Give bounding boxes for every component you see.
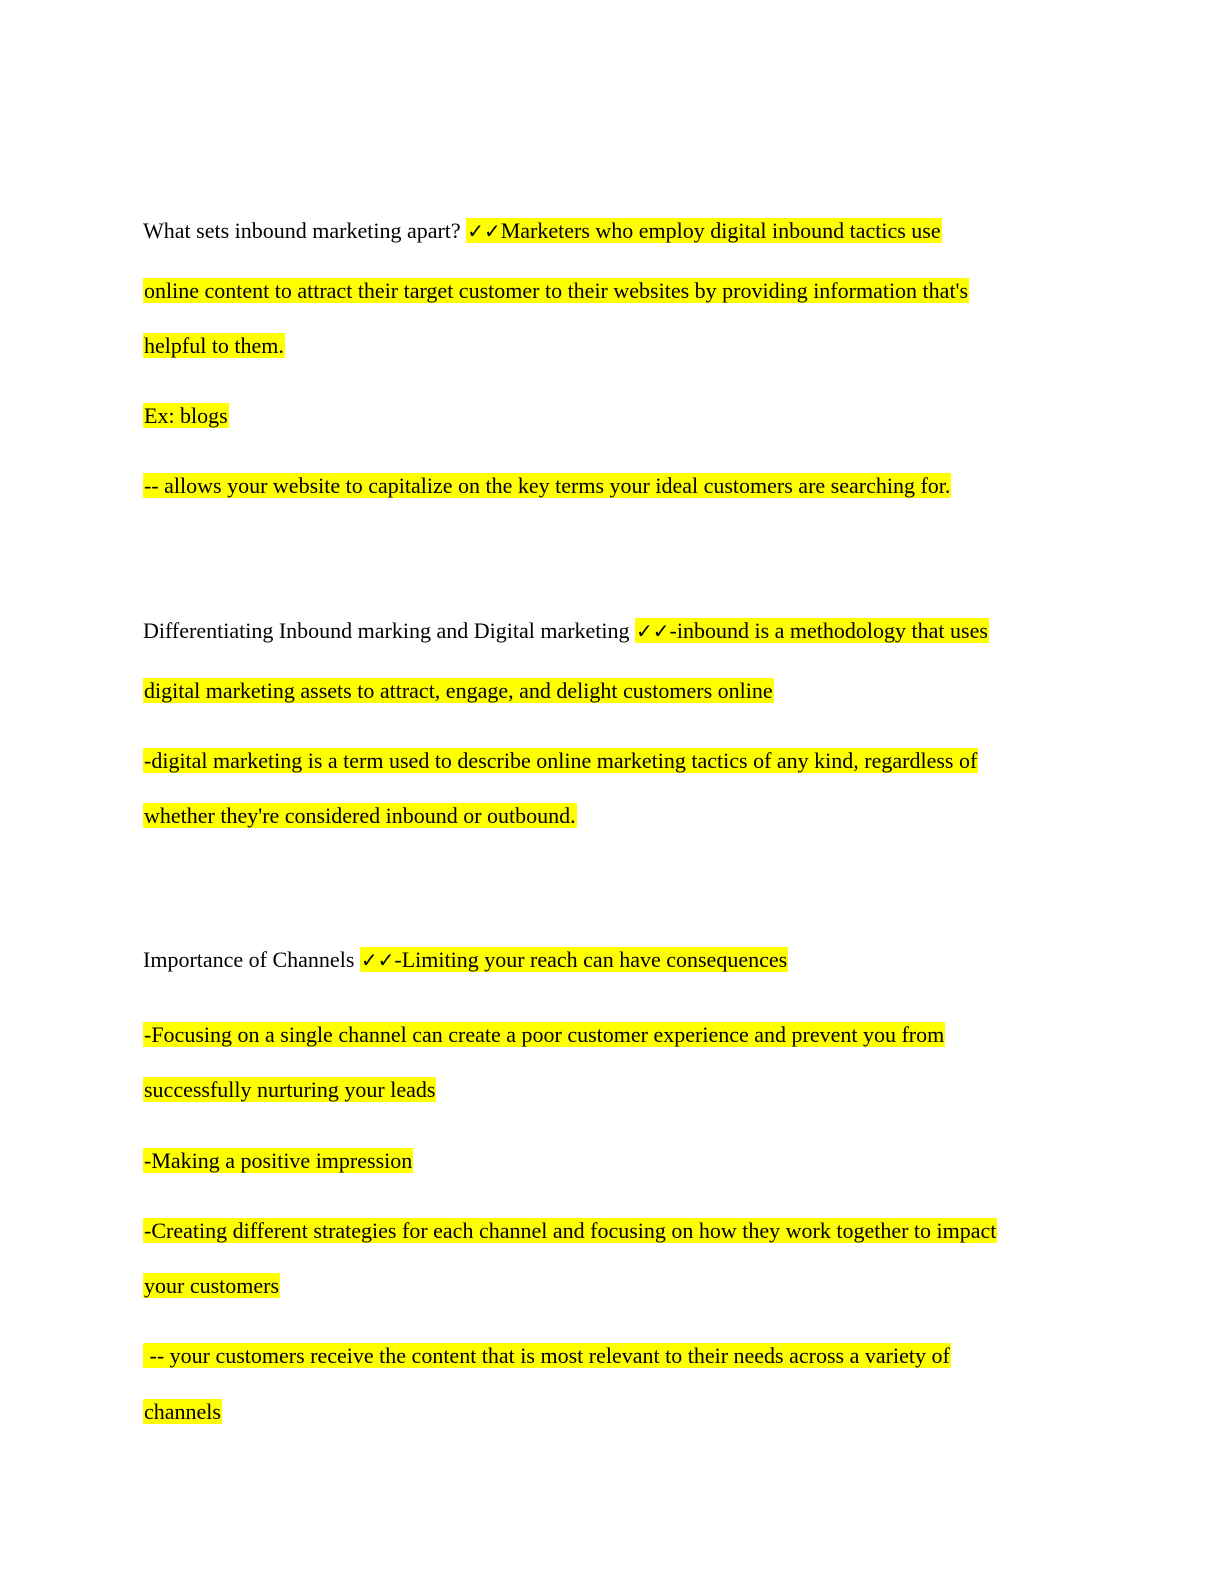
double-check-icon: ✓✓ xyxy=(636,619,670,643)
double-check-icon: ✓✓ xyxy=(360,948,395,972)
section-3-answer-line xyxy=(143,1146,413,1176)
answer-text: -digital marketing is a term used to describe online marketing tactics of any kind, regardless of xyxy=(144,748,978,773)
answer-text: -Creating different strategies for each channel and focusing on how they work together to impact xyxy=(144,1218,997,1243)
answer-text: -- your customers receive the content that is most relevant to their needs across a variety of xyxy=(144,1343,950,1368)
section-2-answer-first: -inbound is a methodology that uses xyxy=(669,618,988,643)
section-1-answer-first: Marketers who employ digital inbound tactics use xyxy=(500,218,941,243)
section-1-answer-line xyxy=(143,331,285,361)
answer-text: -- allows your website to capitalize on the key terms your ideal customers are searching for. xyxy=(144,473,951,498)
section-1-answer-line xyxy=(143,471,951,501)
section-2-answer-line xyxy=(143,676,774,706)
section-2-question: Differentiating Inbound marking and Digital marketing xyxy=(143,618,630,643)
section-1-question-line xyxy=(143,216,942,246)
section-2-answer-line xyxy=(143,801,577,831)
answer-text: your customers xyxy=(144,1273,280,1298)
double-check-icon: ✓✓ xyxy=(467,219,501,243)
section-1-answer-start xyxy=(466,218,941,243)
answer-text: -Making a positive impression xyxy=(144,1148,413,1173)
section-1-answer-line xyxy=(143,276,969,306)
section-3-answer-line xyxy=(143,1020,945,1050)
section-2-answer-line xyxy=(143,746,978,776)
section-3-question: Importance of Channels xyxy=(143,947,355,972)
answer-text: -Focusing on a single channel can create a poor customer experience and prevent you from xyxy=(144,1022,945,1047)
answer-text: online content to attract their target customer to their websites by providing information that's xyxy=(144,278,969,303)
answer-text: helpful to them. xyxy=(144,333,284,358)
section-3-answer-start xyxy=(360,947,788,972)
section-3-answer-line xyxy=(143,1075,436,1105)
section-1-answer-line xyxy=(143,401,229,431)
answer-text: Ex: blogs xyxy=(144,403,228,428)
section-3-answer-line xyxy=(143,1397,222,1427)
section-2-answer-start xyxy=(635,618,989,643)
section-3-answer-first: -Limiting your reach can have consequences xyxy=(394,947,788,972)
answer-text: successfully nurturing your leads xyxy=(144,1077,436,1102)
section-2-question-line xyxy=(143,616,989,646)
section-1-question: What sets inbound marketing apart? xyxy=(143,218,461,243)
answer-text: channels xyxy=(144,1399,221,1424)
section-3-answer-line xyxy=(143,1271,280,1301)
section-3-question-line xyxy=(143,945,788,975)
answer-text: digital marketing assets to attract, engage, and delight customers online xyxy=(144,678,773,703)
section-3-answer-line xyxy=(143,1216,997,1246)
section-3-answer-line xyxy=(143,1341,951,1371)
answer-text: whether they're considered inbound or outbound. xyxy=(144,803,576,828)
